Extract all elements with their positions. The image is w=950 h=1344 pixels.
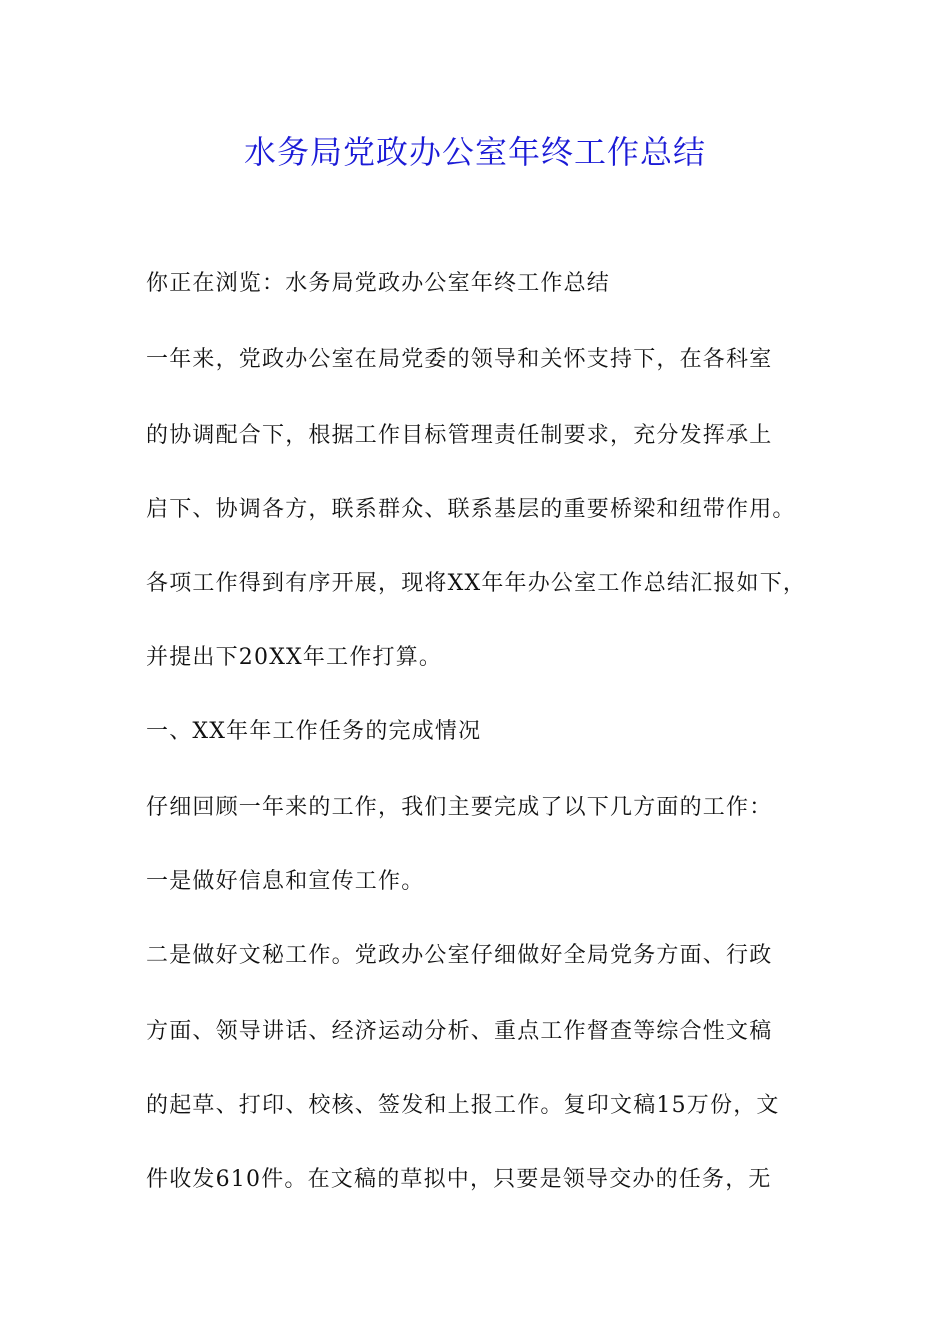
document-title: 水务局党政办公室年终工作总结 [243, 133, 706, 171]
text-line: 的起草、打印、校核、签发和上报工作。复印文稿15万份，文 [146, 1093, 780, 1118]
text-line: 二是做好文秘工作。党政办公室仔细做好全局党务方面、行政 [146, 943, 773, 968]
text-line: 的协调配合下，根据工作目标管理责任制要求，充分发挥承上 [146, 423, 773, 448]
section-heading: 一、XX年年工作任务的完成情况 [146, 719, 482, 744]
text-line: 仔细回顾一年来的工作，我们主要完成了以下几方面的工作： [146, 795, 773, 820]
text-line: 方面、领导讲话、经济运动分析、重点工作督查等综合性文稿 [146, 1019, 773, 1044]
text-line: 一是做好信息和宣传工作。 [146, 869, 425, 894]
text-line: 启下、协调各方，联系群众、联系基层的重要桥梁和纽带作用。 [146, 497, 796, 522]
text-line: 你正在浏览：水务局党政办公室年终工作总结 [146, 271, 611, 296]
text-line: 各项工作得到有序开展，现将XX年年办公室工作总结汇报如下， [146, 571, 807, 596]
text-line: 并提出下20XX年工作打算。 [146, 645, 443, 670]
text-line: 件收发610件。在文稿的草拟中，只要是领导交办的任务，无 [146, 1167, 772, 1192]
text-line: 一年来，党政办公室在局党委的领导和关怀支持下，在各科室 [146, 347, 773, 372]
